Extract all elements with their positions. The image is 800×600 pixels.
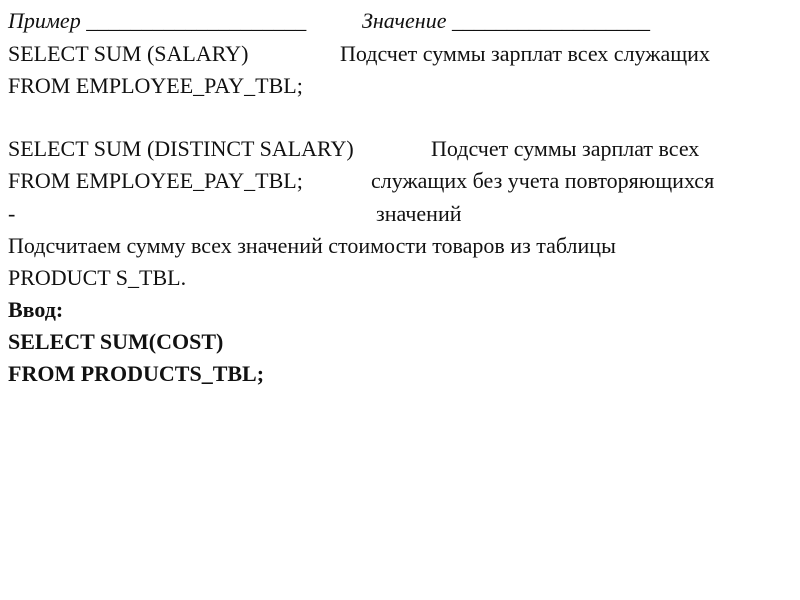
sum-distinct-description-3: значений xyxy=(376,201,462,226)
sum-salary-from-line: FROM EMPLOYEE_PAY_TBL; xyxy=(8,73,303,98)
sum-distinct-code-line: SELECT SUM (DISTINCT SALARY) xyxy=(8,136,354,161)
input-code-line-2: FROM PRODUCTS_TBL; xyxy=(8,361,265,386)
sum-distinct-description-2: служащих без учета повторяющихся xyxy=(371,168,715,193)
example-column-heading: Пример ____________________ xyxy=(8,8,307,33)
sum-salary-code-line: SELECT SUM (SALARY) xyxy=(8,41,249,66)
input-label: Ввод: xyxy=(8,297,64,322)
sum-distinct-description-1: Подсчет суммы зарплат всех xyxy=(431,136,700,161)
sum-distinct-from-line: FROM EMPLOYEE_PAY_TBL; xyxy=(8,168,303,193)
value-column-heading: Значение __________________ xyxy=(362,8,650,33)
input-code-line-1: SELECT SUM(COST) xyxy=(8,329,224,354)
sum-salary-description: Подсчет суммы зарплат всех служащих xyxy=(340,41,710,66)
task-description-line-2: PRODUCT S_TBL. xyxy=(8,265,187,290)
task-description-line-1: Подсчитаем сумму всех значений стоимости товаров из таблицы xyxy=(8,233,616,258)
dash-marker: - xyxy=(8,201,16,226)
